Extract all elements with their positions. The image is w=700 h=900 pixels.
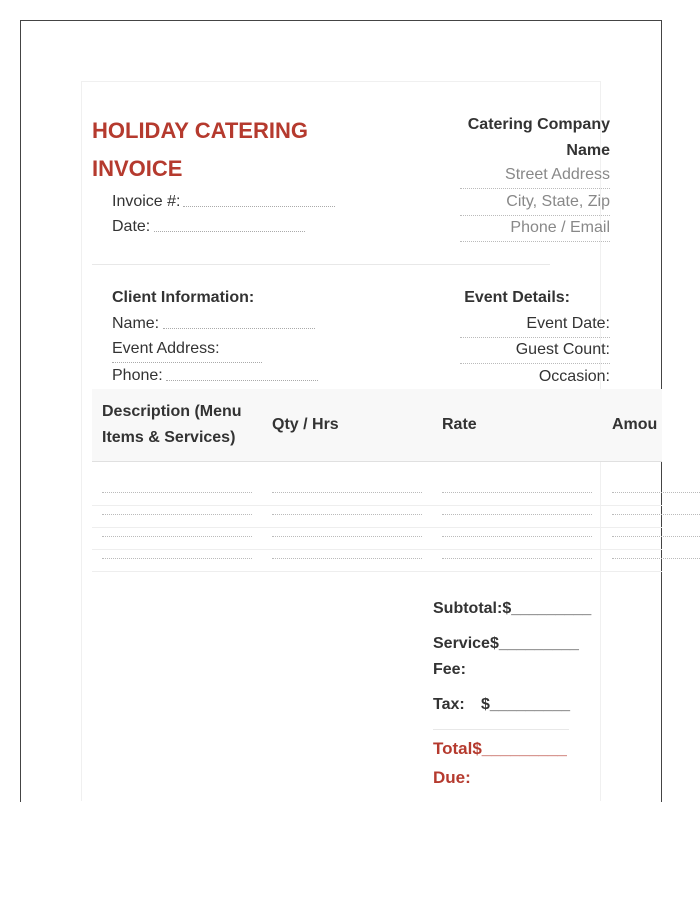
company-name-line1: Catering Company — [467, 116, 610, 133]
row-qty-field[interactable] — [272, 492, 422, 493]
row-rate-field[interactable] — [442, 514, 592, 515]
th-amount: Amou — [612, 416, 658, 433]
service-fee-line2: Fee: — [433, 661, 466, 678]
table-row — [92, 483, 662, 506]
company-contact: Phone / Email — [460, 219, 610, 242]
row-amount-field[interactable] — [612, 492, 700, 493]
company-street: Street Address — [460, 166, 610, 189]
th-description-line1: Description (Menu — [102, 403, 242, 420]
company-name-line2: Name — [566, 142, 610, 159]
row-rate-field[interactable] — [442, 492, 592, 493]
th-rate: Rate — [442, 416, 477, 433]
subtotal-line: Subtotal:$_________ — [433, 600, 592, 617]
invoice-number-label: Invoice #: — [112, 193, 181, 210]
invoice-title-line1: HOLIDAY CATERING — [92, 118, 308, 143]
client-phone-label: Phone: — [112, 367, 163, 384]
invoice-number-line[interactable] — [183, 206, 335, 207]
invoice-date-line[interactable] — [154, 231, 305, 232]
total-due-line2: Due: — [433, 768, 471, 787]
event-date-label: Event Date: — [460, 315, 610, 338]
invoice-title-line2: INVOICE — [92, 156, 183, 181]
row-description-field[interactable] — [102, 514, 252, 515]
row-qty-field[interactable] — [272, 514, 422, 515]
client-address-line[interactable] — [112, 362, 262, 363]
service-fee-line1: Service$_________ — [433, 635, 579, 652]
event-heading: Event Details: — [464, 289, 570, 306]
totals-divider — [433, 729, 569, 730]
event-guest-label: Guest Count: — [460, 341, 610, 364]
th-qty: Qty / Hrs — [272, 416, 339, 433]
client-heading: Client Information: — [112, 289, 255, 306]
client-phone-line[interactable] — [166, 380, 318, 381]
event-occasion-label: Occasion: — [460, 368, 610, 391]
row-rate-field[interactable] — [442, 558, 592, 559]
row-rate-field[interactable] — [442, 536, 592, 537]
header-divider — [92, 264, 550, 265]
row-qty-field[interactable] — [272, 558, 422, 559]
client-name-label: Name: — [112, 315, 160, 332]
client-address-label: Event Address: — [112, 340, 220, 357]
row-description-field[interactable] — [102, 558, 252, 559]
row-qty-field[interactable] — [272, 536, 422, 537]
row-description-field[interactable] — [102, 536, 252, 537]
invoice-date-label: Date: — [112, 218, 151, 235]
total-due-line1: Total$_________ — [433, 739, 567, 758]
row-amount-field[interactable] — [612, 558, 700, 559]
company-city: City, State, Zip — [460, 193, 610, 216]
table-row — [92, 527, 662, 550]
items-table-header — [92, 389, 662, 462]
client-name-line[interactable] — [163, 328, 315, 329]
table-row — [92, 505, 662, 528]
th-description-line2: Items & Services) — [102, 429, 236, 446]
row-description-field[interactable] — [102, 492, 252, 493]
row-amount-field[interactable] — [612, 536, 700, 537]
row-amount-field[interactable] — [612, 514, 700, 515]
table-row — [92, 549, 662, 572]
tax-value: $_________ — [481, 696, 570, 713]
tax-label: Tax: — [433, 696, 465, 713]
